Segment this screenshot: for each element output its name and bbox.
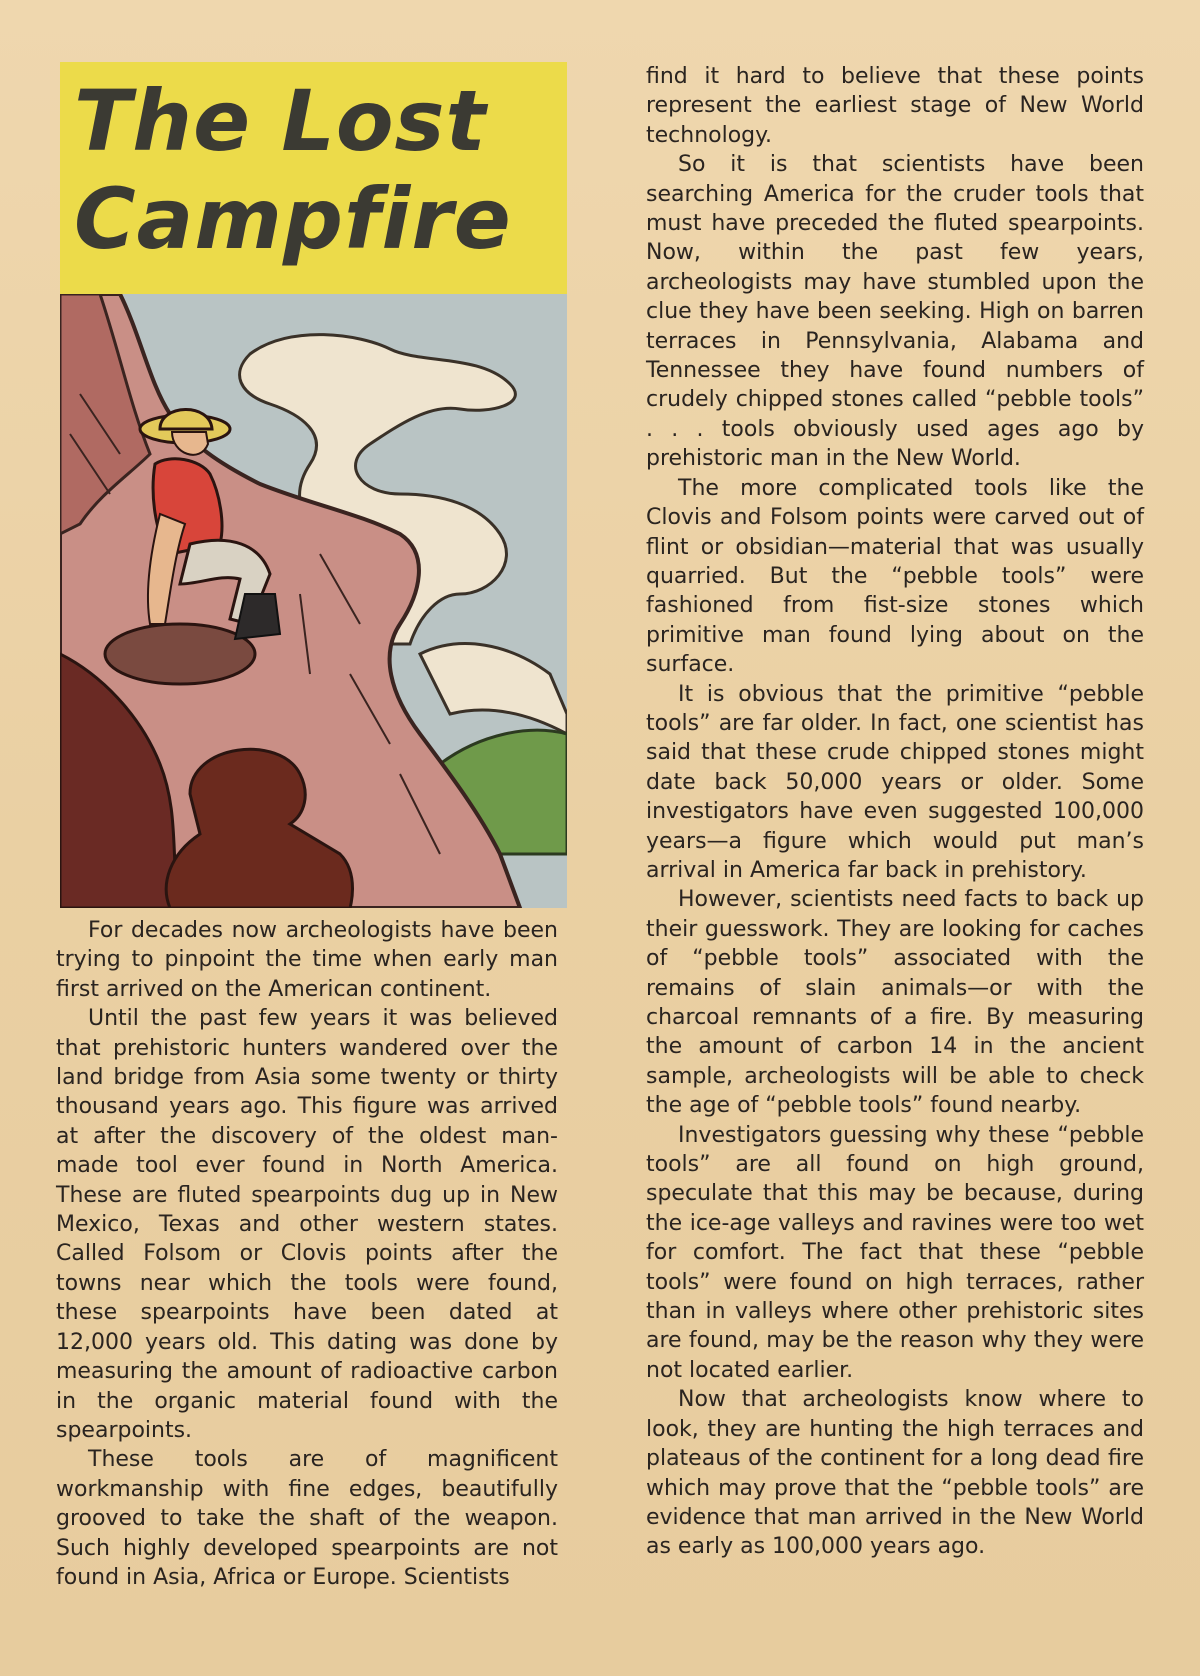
paragraph: Investigators guessing why these “pebble tools” are all found on high ground, speculate that this may be because, during the ice-age valleys and ravines were too wet for comfort. The fact that these “pebble tools” were found on high terraces, rather than in valleys where other prehistoric sites are found, may be the reason why they were not located earlier. bbox=[646, 1122, 1144, 1383]
paragraph: It is obvious that the primitive “pebble tools” are far older. In fact, one scientist has said that these crude chipped stones might date back 50,000 years or older. Some investigators have even suggested 100,000 years—a figure which would put man’s arrival in America far back in prehistory. bbox=[646, 681, 1144, 883]
paragraph: Now that archeologists know where to look, they are hunting the high terraces and plateaus of the continent for a long dead fire which may prove that the “pebble tools” are evidence that man arrived in the New World as early as 100,000 years ago. bbox=[646, 1387, 1144, 1560]
paragraph-continuation: find it hard to believe that these points represent the earliest stage of New World technology. bbox=[646, 64, 1144, 148]
right-text-column bbox=[646, 62, 1144, 1562]
illustration-drawing bbox=[60, 294, 567, 908]
article-title: The Lost Campfire bbox=[74, 72, 512, 268]
paragraph: For decades now archeologists have been trying to pinpoint the time when early man first arrived on the American continent. bbox=[56, 918, 558, 1002]
archeologist-digging-illustration bbox=[60, 294, 567, 908]
paragraph: So it is that scientists have been searching America for the cruder tools that must have preceded the fluted spearpoints. Now, within the past few years, archeologists may have stumbled upon the clue they have been seeking. High on barren terraces in Pennsylvania, Alabama and Tennessee they have found numbers of crudely chipped stones called “pebble tools” . . . tools obviously used ages ago by prehistoric man in the New World. bbox=[646, 152, 1144, 472]
left-text-column bbox=[56, 916, 558, 1592]
title-banner bbox=[60, 62, 567, 294]
paragraph: However, scientists need facts to back up their guesswork. They are looking for caches of “pebble tools” associated with the remains of slain animals—or with the charcoal remnants of a fire. By measuring the amount of carbon 14 in the ancient sample, archeologists will be able to check the age of “pebble tools” found nearby. bbox=[646, 887, 1144, 1119]
paragraph: Until the past few years it was believed that prehistoric hunters wandered over the land bridge from Asia some twenty or thirty thousand years ago. This figure was arrived at after the discovery of the oldest man-made tool ever found in North America. These are fluted spearpoints dug up in New Mexico, Texas and other western states. Called Folsom or Clovis points after the towns near which the tools were found, these spearpoints have been dated at 12,000 years old. This dating was done by measuring the amount of radioactive carbon in the organic material found with the spearpoints. bbox=[56, 1006, 558, 1443]
paragraph: The more complicated tools like the Clovis and Folsom points were carved out of flint or obsidian—material that was usually quarried. But the “pebble tools” were fashioned from fist-size stones which primitive man found lying about on the surface. bbox=[646, 475, 1144, 678]
paragraph: These tools are of magnificent workmanship with fine edges, beautifully grooved to take the shaft of the weapon. Such highly developed spearpoints are not found in Asia, Africa or Europe. Scientists bbox=[56, 1447, 558, 1590]
